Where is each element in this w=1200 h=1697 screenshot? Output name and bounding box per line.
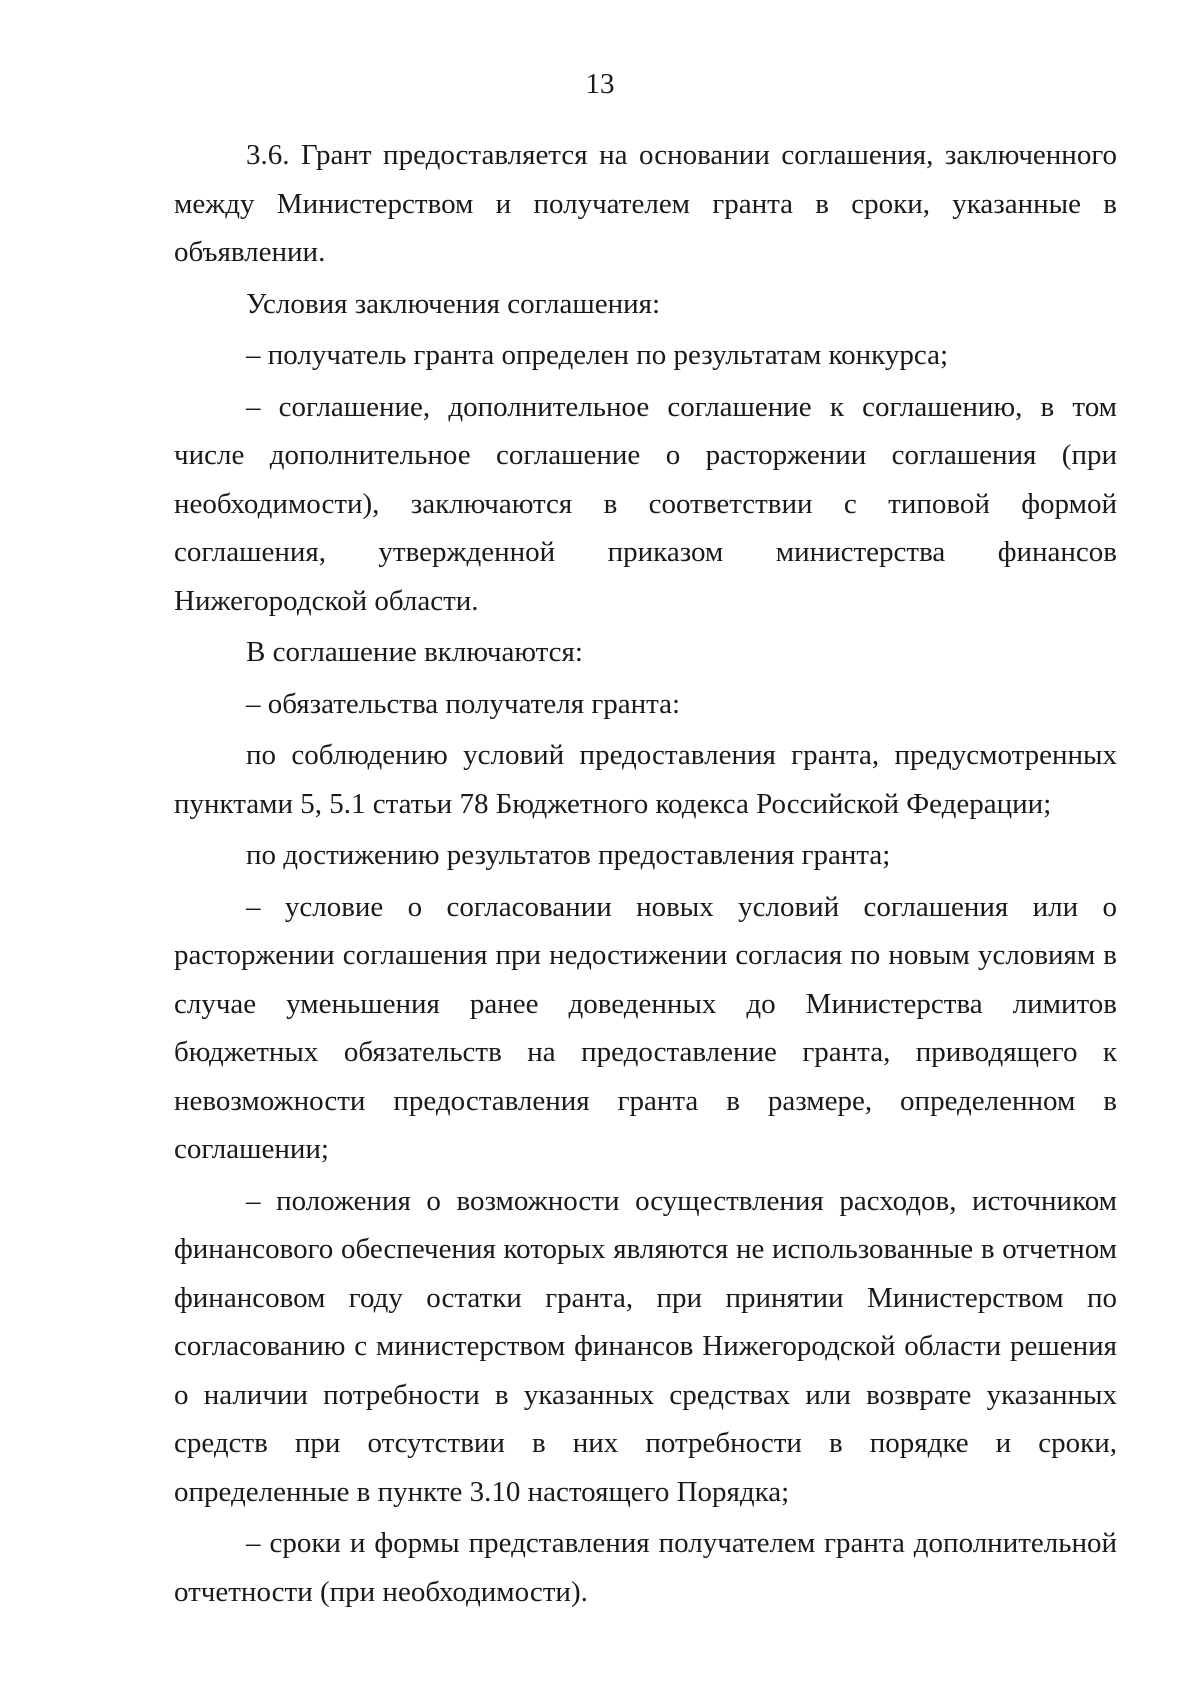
paragraph-obligations: – обязательства получателя гранта: xyxy=(246,687,681,720)
paragraph-included-heading: В соглашение включаются: xyxy=(246,636,583,668)
paragraph-reporting: – сроки и формы представления получателем гранта дополнительной отчетности (при необходимости). xyxy=(174,1527,1117,1608)
paragraph-unused-balances: – положения о возможности осуществления расходов, источником финансового обеспечения которых являются не использованные в отчетном финансовом году остатки гранта, при принятии Министерством по согласованию с министерством финансов Нижегородской области решения о наличии потребности в указанных средствах или возврате указанных средств при отсутствии в них потребности в порядке и сроки, определенные в пункте 3.10 настоящего Порядка; xyxy=(174,1184,1117,1508)
document-body xyxy=(174,131,1117,1616)
paragraph-condition-renegotiation: – условие о согласовании новых условий соглашения или о расторжении соглашения при недостижении согласия по новым условиям в случае уменьшения ранее доведенных до Министерства лимитов бюджетных обязательств на предоставление гранта, приводящего к невозможности предоставления гранта в размере, определенном в соглашении; xyxy=(174,890,1117,1165)
paragraph-condition-recipient: – получатель гранта определен по результатам конкурса; xyxy=(246,339,949,371)
page-number: 13 xyxy=(585,68,615,100)
paragraph-obligation-compliance: по соблюдению условий предоставления гранта, предусмотренных пунктами 5, 5.1 статьи 78 Бюджетного кодекса Российской Федерации; xyxy=(174,739,1117,820)
paragraph-3-6: 3.6. Грант предоставляется на основании соглашения, заключенного между Министерством и получателем гранта в сроки, указанные в объявлении. xyxy=(174,139,1117,268)
paragraph-conditions-heading: Условия заключения соглашения: xyxy=(246,287,661,320)
paragraph-condition-agreement-form: – соглашение, дополнительное соглашение к соглашению, в том числе дополнительное соглашение о расторжении соглашения (при необходимости), заключаются в соответствии с типовой формой соглашения, утвержденной приказом министерства финансов Нижегородской области. xyxy=(174,390,1117,617)
paragraph-obligation-results: по достижению результатов предоставления гранта; xyxy=(246,839,891,871)
